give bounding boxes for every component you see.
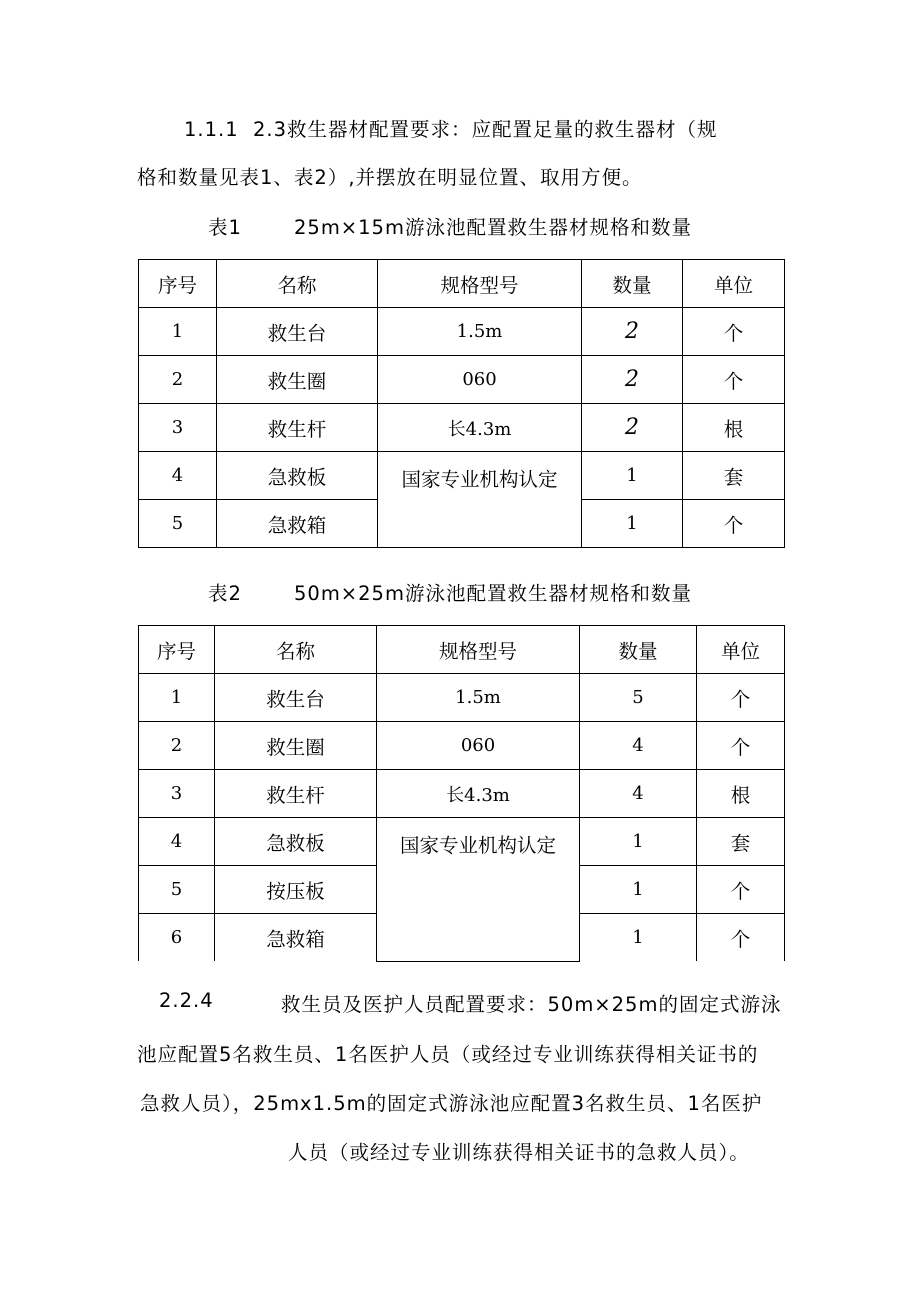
table1-cell-unit: 个 [683,356,785,404]
table1-cell-qty: 2 [582,356,683,404]
section-2-3-line-1: 1.1.1 2.3救生器材配置要求：应配置足量的救生器材（规 [184,118,718,141]
table2-cell-name: 按压板 [215,866,377,914]
table2-cell-spec: 060 [377,722,580,770]
table1-cell-no: 2 [139,356,217,404]
table2-caption-label: 表2 [208,582,242,605]
table2-cell-qty: 1 [580,866,697,914]
table2-cell-name: 救生杆 [215,770,377,818]
table-row [139,818,785,866]
table2-cell-no: 6 [139,914,215,962]
table2-cell-unit: 个 [697,674,785,722]
table2-cell-unit: 个 [697,866,785,914]
table1-cell-spec: 1.5m [378,308,582,356]
table1-header-qty: 数量 [582,260,683,308]
table2-cell-spec-merged: 国家专业机构认定 [377,818,580,962]
table2-cell-qty: 4 [580,722,697,770]
table1-cell-no: 1 [139,308,217,356]
table1-header-name: 名称 [217,260,378,308]
table2-header-unit: 单位 [697,626,785,674]
table2 [138,625,785,962]
table-row [139,452,785,500]
table1-cell-no: 3 [139,404,217,452]
table2-cell-qty: 5 [580,674,697,722]
table1-cell-name: 急救箱 [217,500,378,548]
section-2-3-line-2: 格和数量见表1、表2）,并摆放在明显位置、取用方便。 [137,166,643,189]
table-row [139,356,785,404]
table2-cell-unit: 根 [697,770,785,818]
table1-header-spec: 规格型号 [378,260,582,308]
section-2-2-4-line-3: 急救人员），25mx1.5m的固定式游泳池应配置3名救生员、1名医护 [140,1092,763,1115]
table2-cell-spec: 长4.3m [377,770,580,818]
table1-cell-name: 急救板 [217,452,378,500]
table2-cell-no: 3 [139,770,215,818]
table1-cell-name: 救生杆 [217,404,378,452]
table1-header-row [139,260,785,308]
table2-cell-unit: 个 [697,722,785,770]
table1-caption-label: 表1 [208,216,242,239]
table2-cell-no: 1 [139,674,215,722]
table1-cell-qty: 1 [582,452,683,500]
table2-cell-name: 救生圈 [215,722,377,770]
section-2-2-4-line-2: 池应配置5名救生员、1名医护人员（或经过专业训练获得相关证书的 [137,1043,759,1066]
table1-cell-unit: 个 [683,308,785,356]
table2-cell-unit: 个 [697,914,785,962]
table-row [139,674,785,722]
table2-cell-qty: 1 [580,914,697,962]
table1-cell-name: 救生圈 [217,356,378,404]
table1-cell-spec-merged: 国家专业机构认定 [378,452,582,548]
table2-cell-spec: 1.5m [377,674,580,722]
table1-cell-qty: 2 [582,404,683,452]
table-row [139,722,785,770]
table1-cell-name: 救生台 [217,308,378,356]
table2-cell-name: 急救板 [215,818,377,866]
table2-cell-name: 急救箱 [215,914,377,962]
table2-header-qty: 数量 [580,626,697,674]
table1-cell-unit: 根 [683,404,785,452]
table1-cell-spec: 060 [378,356,582,404]
table2-header-no: 序号 [139,626,215,674]
section-2-2-4-number: 2.2.4 [159,989,214,1012]
table2-header-name: 名称 [215,626,377,674]
table2-cell-no: 5 [139,866,215,914]
table-row [139,404,785,452]
table1-header-no: 序号 [139,260,217,308]
table-row [139,308,785,356]
table2-cell-no: 2 [139,722,215,770]
table1-cell-no: 5 [139,500,217,548]
table1-header-unit: 单位 [683,260,785,308]
table1-cell-unit: 个 [683,500,785,548]
table2-cell-unit: 套 [697,818,785,866]
table-row [139,770,785,818]
table2-cell-qty: 1 [580,818,697,866]
table1-cell-qty: 2 [582,308,683,356]
table1-cell-spec: 长4.3m [378,404,582,452]
table1-cell-qty: 1 [582,500,683,548]
table2-cell-qty: 4 [580,770,697,818]
table2-header-row [139,626,785,674]
section-2-2-4-line-4: 人员（或经过专业训练获得相关证书的急救人员）。 [288,1141,750,1164]
section-2-2-4-line-1: 救生员及医护人员配置要求：50m×25m的固定式游泳 [281,993,782,1016]
table2-header-spec: 规格型号 [377,626,580,674]
table1 [138,259,785,548]
table2-cell-name: 救生台 [215,674,377,722]
table2-caption-title: 50m×25m游泳池配置救生器材规格和数量 [294,582,692,605]
table1-caption-title: 25m×15m游泳池配置救生器材规格和数量 [294,216,692,239]
table1-cell-no: 4 [139,452,217,500]
table2-cell-no: 4 [139,818,215,866]
table1-cell-unit: 套 [683,452,785,500]
